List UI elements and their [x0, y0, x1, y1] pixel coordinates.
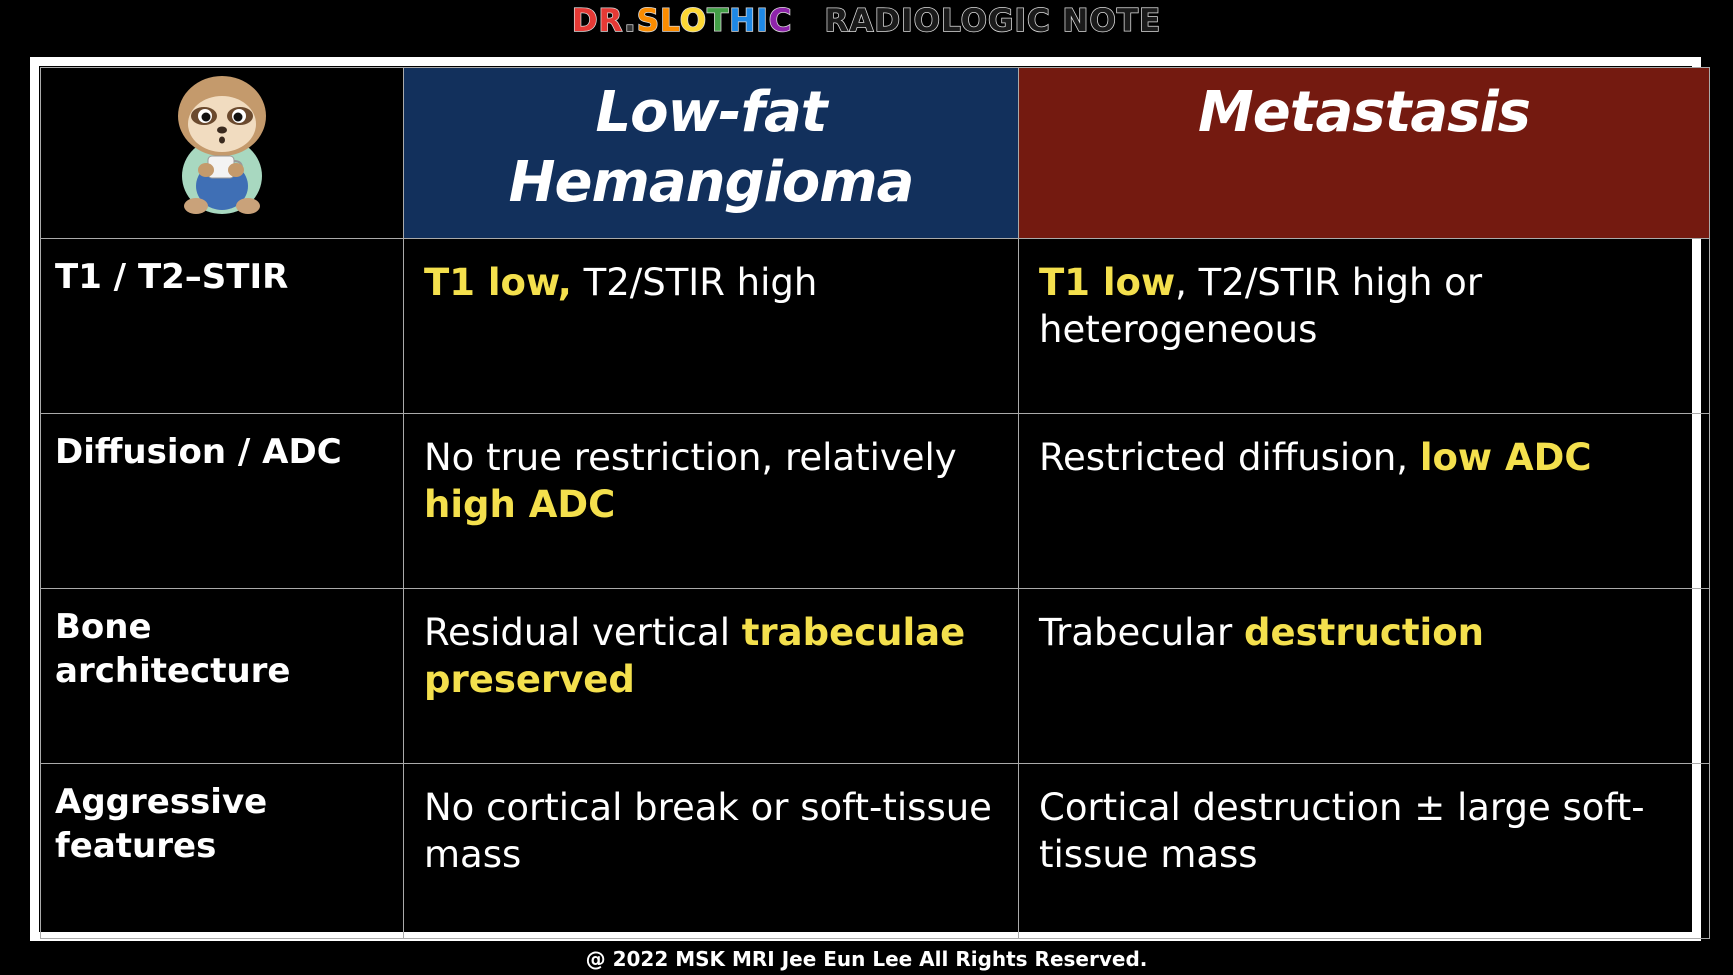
plain-text: No cortical break or soft-tissue mass: [424, 786, 992, 876]
comparison-table: [40, 67, 1710, 939]
highlighted-text: T1 low: [1039, 261, 1176, 304]
plain-text: Trabecular: [1039, 611, 1245, 654]
brand-letter: D: [571, 3, 599, 39]
metastasis-cell: [1019, 764, 1710, 939]
row-label: Diffusion / ADC: [55, 432, 342, 472]
brand-letter: R: [598, 3, 624, 39]
plain-text: , T2/STIR high or heterogeneous: [1039, 261, 1483, 351]
hemangioma-text: [404, 589, 1018, 703]
header-hemangioma-line2: Hemangioma: [508, 150, 914, 215]
row-label-cell: [41, 589, 404, 764]
highlighted-text: high ADC: [424, 483, 616, 526]
highlighted-text: destruction: [1244, 611, 1484, 654]
title-banner: [0, 3, 1733, 39]
plain-text: Cortical destruction ± large soft-tissue mass: [1039, 786, 1645, 876]
highlighted-text: low ADC: [1419, 436, 1592, 479]
table-row: [41, 239, 1710, 414]
brand-letter: I: [756, 3, 769, 39]
metastasis-cell: [1019, 414, 1710, 589]
brand-letter: S: [636, 3, 661, 39]
row-label-cell: [41, 414, 404, 589]
hemangioma-cell: [404, 764, 1019, 939]
header-corner-cell: [41, 68, 404, 239]
hemangioma-text: [404, 764, 1018, 878]
plain-text: Residual vertical: [424, 611, 742, 654]
comparison-frame: [30, 57, 1701, 941]
highlighted-text: T1 low,: [424, 261, 572, 304]
metastasis-text: [1019, 589, 1709, 656]
row-label: Bone architecture: [55, 607, 291, 691]
plain-text: T2/STIR high: [571, 261, 818, 304]
metastasis-text: [1019, 239, 1709, 353]
hemangioma-cell: [404, 589, 1019, 764]
brand-logo-text: [572, 3, 793, 39]
row-label-cell: [41, 239, 404, 414]
row-label-cell: [41, 764, 404, 939]
hemangioma-text: [404, 239, 1018, 306]
brand-letter: .: [624, 3, 637, 39]
brand-letter: T: [707, 3, 730, 39]
table-row: [41, 764, 1710, 939]
hemangioma-text: [404, 414, 1018, 528]
row-label: T1 / T2–STIR: [55, 257, 289, 297]
copyright-footer: @ 2022 MSK MRI Jee Eun Lee All Rights Reserved.: [585, 947, 1148, 971]
row-label: Aggressive features: [55, 782, 268, 866]
metastasis-text: [1019, 414, 1709, 481]
brand-letter: C: [768, 3, 793, 39]
brand-letter: O: [679, 3, 708, 39]
brand-letter: L: [660, 3, 680, 39]
plain-text: No true restriction, relatively: [424, 436, 957, 479]
header-hemangioma: [404, 68, 1019, 239]
header-hemangioma-line1: Low-fat: [595, 80, 827, 145]
sloth-mascot-icon: [162, 68, 282, 218]
header-metastasis-label: Metastasis: [1197, 80, 1530, 145]
table-row: [41, 414, 1710, 589]
plain-text: Restricted diffusion,: [1039, 436, 1420, 479]
metastasis-cell: [1019, 239, 1710, 414]
highlighted-text: trabeculae preserved: [424, 611, 966, 701]
banner-subtitle: RADIOLOGIC NOTE: [824, 3, 1162, 39]
metastasis-text: [1019, 764, 1709, 878]
header-row: [41, 68, 1710, 239]
metastasis-cell: [1019, 589, 1710, 764]
brand-letter: H: [729, 3, 757, 39]
table-row: [41, 589, 1710, 764]
header-metastasis: [1019, 68, 1710, 239]
hemangioma-cell: [404, 239, 1019, 414]
hemangioma-cell: [404, 414, 1019, 589]
